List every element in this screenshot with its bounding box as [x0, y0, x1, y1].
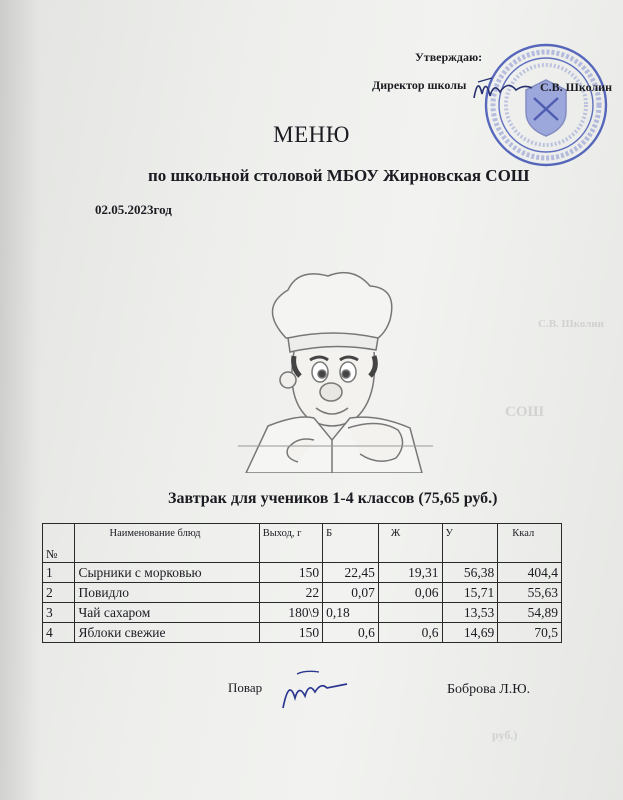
cell-kcal: 404,4 [498, 563, 562, 583]
cell-yield: 150 [259, 563, 322, 583]
column-header-fat: Ж [378, 524, 442, 563]
cook-name: Боброва Л.Ю. [447, 682, 531, 697]
menu-table [42, 523, 562, 643]
column-header-yield: Выход, г [259, 524, 322, 563]
cell-protein: 0,6 [323, 623, 379, 643]
table-row [43, 583, 562, 603]
cell-kcal: 55,63 [498, 583, 562, 603]
menu-date: 02.05.2023год [95, 202, 172, 217]
cell-number: 3 [43, 603, 75, 623]
table-row [43, 603, 562, 623]
column-header-dish: Наименование блюд [75, 524, 259, 563]
cell-dish: Повидло [75, 583, 259, 603]
cell-fat: 0,06 [378, 583, 442, 603]
bleed-through-text: руб.) [492, 728, 518, 742]
cell-protein: 0,07 [323, 583, 379, 603]
cell-kcal: 70,5 [498, 623, 562, 643]
column-header-number: № [43, 524, 75, 563]
cell-fat [378, 603, 442, 623]
director-label: Директор школы [372, 78, 467, 92]
cell-carbs: 14,69 [442, 623, 498, 643]
director-signature [468, 70, 538, 106]
column-header-protein: Б [323, 524, 379, 563]
bleed-through-text: СОШ [505, 404, 544, 420]
cell-carbs: 13,53 [442, 603, 498, 623]
cook-label: Повар [228, 680, 263, 695]
table-row [43, 623, 562, 643]
chef-illustration [228, 268, 438, 473]
bleed-through-text: С.В. Школин [538, 318, 605, 330]
cell-kcal: 54,89 [498, 603, 562, 623]
cell-fat: 0,6 [378, 623, 442, 643]
cell-dish: Яблоки свежие [75, 623, 259, 643]
cell-protein: 0,18 [323, 603, 379, 623]
cell-protein: 22,45 [323, 563, 379, 583]
cell-carbs: 15,71 [442, 583, 498, 603]
cell-number: 1 [43, 563, 75, 583]
table-row [43, 563, 562, 583]
cell-carbs: 56,38 [442, 563, 498, 583]
cell-number: 4 [43, 623, 75, 643]
director-name: С.В. Школин [540, 80, 613, 94]
page-shadow [0, 0, 40, 800]
cell-dish: Чай сахаром [75, 603, 259, 623]
cell-number: 2 [43, 583, 75, 603]
page-subtitle: по школьной столовой МБОУ Жирновская СОШ [148, 166, 530, 185]
cell-dish: Сырники с морковью [75, 563, 259, 583]
meal-heading: Завтрак для учеников 1-4 классов (75,65 руб.) [168, 490, 498, 507]
approve-label: Утверждаю: [415, 50, 483, 64]
page-title: МЕНЮ [273, 122, 350, 147]
cell-yield: 22 [259, 583, 322, 603]
column-header-carbs: У [442, 524, 498, 563]
cell-yield: 180\9 [259, 603, 322, 623]
cell-fat: 19,31 [378, 563, 442, 583]
table-header-row [43, 524, 562, 563]
cell-yield: 150 [259, 623, 322, 643]
cook-signature [275, 668, 355, 714]
column-header-kcal: Ккал [498, 524, 562, 563]
